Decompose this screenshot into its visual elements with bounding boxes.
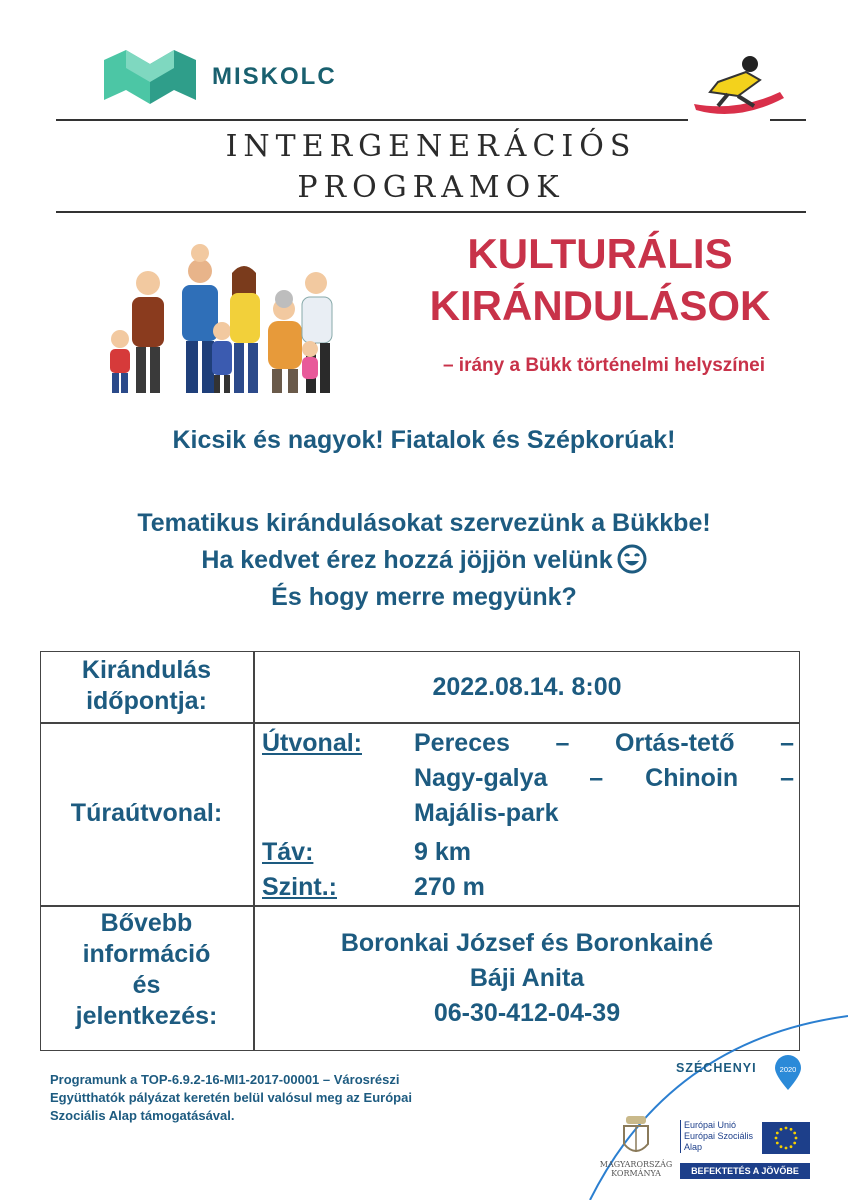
szechenyi-year: 2020 <box>779 1065 797 1074</box>
smiley-icon <box>617 544 647 574</box>
intro-line1: Tematikus kirándulásokat szervezünk a Bükkbe! <box>137 509 711 537</box>
header-rule-top <box>56 119 688 121</box>
tagline: Kicsik és nagyok! Fiatalok és Szépkorúak! <box>172 426 676 454</box>
intro-line3: És hogy merre megyünk? <box>271 583 577 611</box>
elevation-key: Szint.: <box>262 873 337 901</box>
funding-note-line3: Szociális Alap támogatásával. <box>50 1108 235 1123</box>
hungary-crest-icon <box>618 1112 654 1160</box>
headline <box>394 228 806 332</box>
info-label-line4: jelentkezés: <box>75 1002 218 1030</box>
route-value-line2: Nagy-galya – Chinoin – <box>414 764 794 792</box>
headline-line2: KIRÁNDULÁSOK <box>429 282 771 329</box>
funding-note-line2: Együtthatók pályázat keretén belül valósul meg az Európai <box>50 1090 412 1105</box>
eu-line1: Európai Unió <box>684 1120 737 1130</box>
table-row-divider-2 <box>40 905 800 907</box>
city-name: MISKOLC <box>212 63 337 90</box>
eu-line2: Európai Szociális <box>684 1131 754 1141</box>
elevation-value: 270 m <box>414 873 485 901</box>
funding-note-line1: Programunk a TOP-6.9.2-16-MI1-2017-00001 – Városrészi <box>50 1072 400 1087</box>
miskolc-logo-icon <box>104 46 196 104</box>
intro-line2: Ha kedvet érez hozzá jöjjön velünk <box>201 546 613 574</box>
eu-label <box>680 1120 758 1153</box>
info-label-line2: információ <box>82 940 211 968</box>
info-label-line1: Bővebb <box>100 909 193 937</box>
header-rule-bottom <box>56 211 806 213</box>
date-value: 2022.08.14. 8:00 <box>432 673 622 701</box>
distance-key: Táv: <box>262 838 314 866</box>
route-value-line1: Pereces – Ortás-tető – <box>414 729 794 757</box>
program-title-line1: INTERGENERÁCIÓS <box>225 129 637 164</box>
program-title-line2: PROGRAMOK <box>297 170 565 205</box>
program-title <box>56 126 806 208</box>
intro-line2-wrap <box>0 542 848 579</box>
szechenyi-pin-icon <box>775 1055 801 1091</box>
date-label-line1: Kirándulás <box>81 656 212 684</box>
info-label-line3: és <box>132 971 161 999</box>
contact-line2: Báji Anita <box>469 964 585 992</box>
family-illustration <box>104 243 352 399</box>
contact-phone: 06-30-412-04-39 <box>433 999 621 1027</box>
government-line1: MAGYARORSZÁG <box>599 1160 673 1169</box>
distance-value: 9 km <box>414 838 471 866</box>
government-line2: KORMÁNYA <box>611 1169 661 1178</box>
contact-line1: Boronkai József és Boronkainé <box>340 929 714 957</box>
route-label: Túraútvonal: <box>70 799 223 827</box>
date-label <box>40 655 253 717</box>
intro-text <box>0 505 848 616</box>
eu-line3: Alap <box>684 1142 703 1152</box>
subheadline: – irány a Bükk történelmi helyszínei <box>442 355 766 376</box>
government-label <box>596 1160 676 1178</box>
table-row-divider-1 <box>40 722 800 724</box>
header-rule-top-right <box>770 119 806 121</box>
info-label <box>40 908 253 1032</box>
szechenyi-logo-text: SZÉCHENYI <box>676 1061 757 1075</box>
snowboarder-icon <box>688 52 788 124</box>
headline-line1: KULTURÁLIS <box>467 230 733 277</box>
eu-flag-icon <box>762 1122 810 1154</box>
route-key: Útvonal: <box>262 729 362 757</box>
funding-note <box>50 1071 510 1125</box>
date-label-line2: időpontja: <box>86 687 207 715</box>
route-value-line3: Majális-park <box>414 799 559 827</box>
eu-banner: BEFEKTETÉS A JÖVŐBE <box>680 1163 810 1179</box>
